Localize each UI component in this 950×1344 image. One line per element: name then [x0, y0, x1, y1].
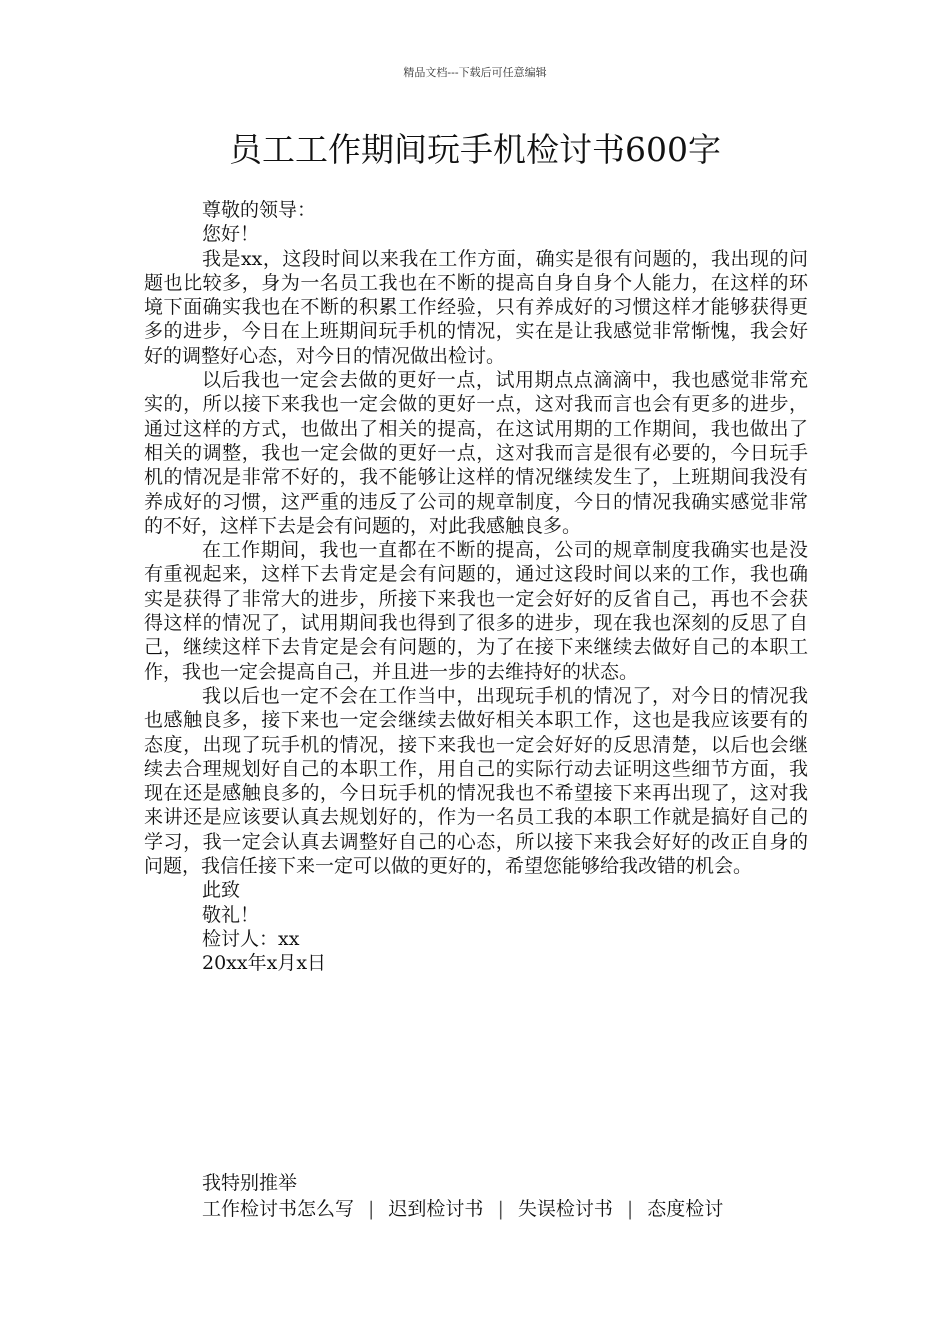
- paragraph-4: 我以后也一定不会在工作当中，出现玩手机的情况了，对今日的情况我也感触良多，接下来也一定会继续去做好相关本职工作，这也是我应该要有的态度，出现了玩手机的情况，接下来我也一定会好好的反思清楚，以后也会继续去合理规划好自己的本职工作，用自己的实际行动去证明这些细节方面，我现在还是感触良多的，今日玩手机的情况我也不希望接下来再出现了，这对我来讲还是应该要认真去规划好的，作为一名员工我的本职工作就是搞好自己的学习，我一定会认真去调整好自己的心态，所以接下来我会好好的改正自身的问题，我信任接下来一定可以做的更好的，希望您能够给我改错的机会。: [144, 684, 808, 878]
- closing-1: 此致: [202, 879, 241, 902]
- salutation: 尊敬的领导：: [202, 199, 317, 221]
- closing-2: 敬礼！: [202, 903, 260, 926]
- link-separator: |: [497, 1198, 504, 1220]
- link-separator: |: [626, 1198, 634, 1220]
- document-title: 员工工作期间玩手机检讨书600字: [229, 130, 721, 169]
- recommend-link-2[interactable]: 迟到检讨书: [388, 1198, 484, 1220]
- recommend-link-3[interactable]: 失误检讨书: [517, 1198, 613, 1220]
- recommend-section: [202, 1170, 822, 1222]
- paragraph-2: 以后我也一定会去做的更好一点，试用期点点滴滴中，我也感觉非常充实的，所以接下来我也一定会做的更好一点，这对我而言也会有更多的进步，通过这样的方式，也做出了相关的提高，在这试用期的工作期间，我也做出了相关的调整，我也一定会做的更好一点，这对我而言是很有必要的，今日玩手机的情况是非常不好的，我不能够让这样的情况继续发生了，上班期间我没有养成好的习惯，这严重的违反了公司的规章制度，今日的情况我确实感觉非常的不好，这样下去是会有问题的，对此我感触良多。: [144, 369, 808, 537]
- paragraph-3: 在工作期间，我也一直都在不断的提高，公司的规章制度我确实也是没有重视起来，这样下去肯定是会有问题的，通过这段时间以来的工作，我也确实是获得了非常大的进步，所接下来我也一定会好好的反省自己，再也不会获得这样的情况了，试用期间我也得到了很多的进步，现在我也深刻的反思了自己，继续这样下去肯定是会有问题的，为了在接下来继续去做好自己的本职工作，我也一定会提高自己，并且进一步的去维持好的状态。: [144, 539, 808, 683]
- recommend-heading: 我特别推举: [202, 1172, 298, 1194]
- link-separator: |: [368, 1198, 375, 1220]
- greeting: 您好！: [202, 223, 260, 246]
- recommend-link-4[interactable]: 态度检讨: [647, 1198, 724, 1220]
- recommend-links: [202, 1196, 822, 1222]
- paragraph-1: 我是xx，这段时间以来我在工作方面，确实是很有问题的，我出现的问题也比较多，身为一名员工我也在不断的提高自身自身个人能力，在这样的环境下面确实我也在不断的积累工作经验，只有养成好的习惯这样才能够获得更多的进步，今日在上班期间玩手机的情况，实在是让我感觉非常惭愧，我会好好的调整好心态，对今日的情况做出检讨。: [144, 247, 808, 367]
- letter-body: [144, 198, 808, 976]
- date: 20xx年x月x日: [202, 952, 327, 975]
- recommend-link-1[interactable]: 工作检讨书怎么写: [202, 1198, 355, 1220]
- signer: 检讨人：xx: [202, 927, 300, 950]
- sign-block: [144, 878, 808, 975]
- header-note: 精品文档---下载后可任意编辑: [403, 66, 547, 79]
